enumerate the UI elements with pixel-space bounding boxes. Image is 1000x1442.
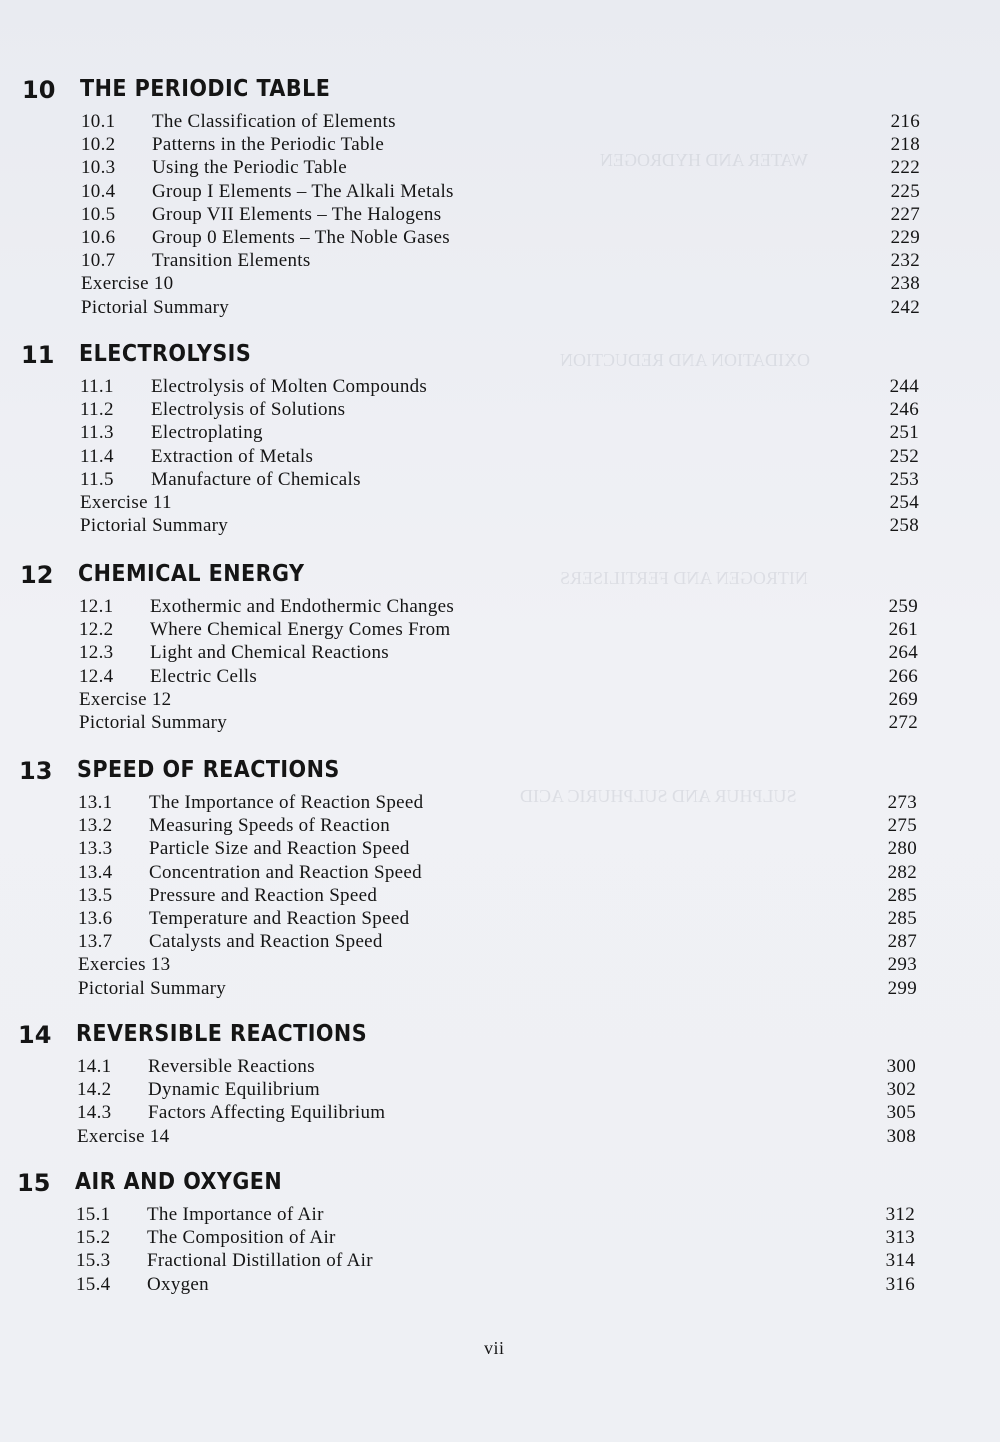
toc-entry: [0, 1101, 996, 1124]
show-through-text: WATER AND HYDROGEN: [600, 150, 808, 170]
section-title: Light and Chemical Reactions: [150, 642, 389, 664]
chapter-number: 11: [21, 341, 55, 369]
toc-entry: [0, 1249, 995, 1272]
toc-entry: [0, 203, 1000, 226]
extra-title: Exercise 14: [77, 1125, 170, 1147]
section-number: 10.1: [81, 111, 116, 132]
page-number: 246: [889, 399, 919, 421]
section-title: Manufacture of Chemicals: [151, 468, 361, 490]
section-title: Concentration and Reaction Speed: [149, 861, 422, 883]
toc-extra-entry: [0, 272, 1000, 295]
page-number: 258: [889, 515, 919, 537]
page-number: 313: [885, 1227, 915, 1249]
show-through-text: SULPHUR AND SULPHURIC ACID: [520, 786, 797, 806]
page-number: 266: [888, 665, 918, 687]
page-number: 305: [886, 1102, 916, 1124]
page-number: 285: [887, 884, 917, 906]
section-number: 13.2: [78, 815, 113, 837]
section-title: Temperature and Reaction Speed: [149, 907, 410, 929]
toc-extra-entry: [0, 1125, 996, 1148]
chapter-number: 13: [19, 757, 53, 785]
chapter-heading: [0, 76, 1000, 110]
chapter-15: [0, 1169, 995, 1296]
toc-entry: [0, 180, 1000, 203]
section-number: 14.1: [77, 1056, 112, 1077]
section-title: Pressure and Reaction Speed: [149, 884, 378, 906]
section-number: 12.3: [79, 642, 114, 664]
page-number: 216: [890, 111, 920, 132]
page-number: 280: [887, 838, 917, 860]
chapter-heading: [0, 1021, 996, 1055]
section-title: The Importance of Air: [147, 1204, 324, 1225]
section-number: 11.5: [80, 468, 114, 490]
section-title: Particle Size and Reaction Speed: [149, 838, 410, 860]
extra-title: Exercise 11: [80, 491, 172, 513]
page-number: 264: [888, 642, 918, 664]
toc-entry: [0, 110, 1000, 133]
page-number: 238: [890, 273, 920, 295]
section-number: 14.3: [77, 1102, 112, 1124]
page-number: 272: [888, 711, 918, 733]
chapter-12: [0, 561, 998, 734]
page-number: 242: [890, 296, 920, 318]
page-number: 275: [887, 815, 917, 837]
section-number: 12.2: [79, 619, 114, 641]
page-number: 251: [889, 422, 919, 444]
chapter-13: [0, 757, 997, 1000]
section-title: Patterns in the Periodic Table: [152, 134, 385, 156]
section-number: 14.2: [77, 1079, 112, 1101]
page-number: 229: [890, 226, 920, 248]
chapter-heading: [0, 757, 997, 791]
section-number: 10.4: [81, 180, 116, 202]
toc-entry: [0, 837, 997, 860]
chapter-heading: [0, 1169, 995, 1203]
toc-extra-entry: [0, 296, 1000, 319]
toc-entry: [0, 907, 997, 930]
section-title: Measuring Speeds of Reaction: [149, 815, 391, 837]
section-title: Factors Affecting Equilibrium: [148, 1102, 386, 1124]
chapter-title: AIR AND OXYGEN: [75, 1169, 283, 1195]
toc-entry: [0, 861, 997, 884]
toc-entry: [0, 445, 999, 468]
chapter-number: 12: [20, 561, 54, 589]
section-number: 10.2: [81, 134, 116, 156]
extra-title: Pictorial Summary: [79, 711, 228, 733]
section-number: 10.6: [81, 226, 116, 248]
page-number: 282: [887, 861, 917, 883]
chapter-11: [0, 341, 999, 537]
toc-extra-entry: [0, 688, 998, 711]
page-number: 227: [890, 203, 920, 225]
page-number: 244: [889, 376, 919, 397]
toc-entry: [0, 814, 997, 837]
toc-entry: [0, 595, 998, 618]
section-title: Catalysts and Reaction Speed: [149, 931, 383, 953]
page-number: 293: [887, 954, 917, 976]
toc-extra-entry: [0, 977, 997, 1000]
chapter-14: [0, 1021, 996, 1148]
section-title: Electrolysis of Molten Compounds: [151, 376, 428, 397]
section-title: Electrolysis of Solutions: [151, 399, 346, 421]
section-number: 10.3: [81, 157, 116, 179]
chapter-title: ELECTROLYSIS: [79, 341, 252, 367]
section-title: Group I Elements – The Alkali Metals: [152, 180, 454, 202]
page-number: 302: [886, 1079, 916, 1101]
toc-entry: [0, 468, 999, 491]
toc-entry: [0, 375, 999, 398]
chapter-number: 10: [22, 76, 56, 104]
section-title: Reversible Reactions: [148, 1056, 315, 1077]
page-number: 308: [886, 1125, 916, 1147]
section-title: Dynamic Equilibrium: [148, 1079, 320, 1101]
section-number: 13.4: [78, 861, 113, 883]
section-title: Exothermic and Endothermic Changes: [150, 596, 455, 617]
chapter-10: [0, 76, 1000, 319]
toc-entry: [0, 618, 998, 641]
chapter-title: SPEED OF REACTIONS: [77, 757, 340, 783]
page-number: 273: [887, 792, 917, 813]
section-number: 12.4: [79, 665, 114, 687]
toc-extra-entry: [0, 953, 997, 976]
show-through-text: NITROGEN AND FERTILISERS: [560, 568, 808, 588]
page-number: 312: [885, 1204, 915, 1225]
chapter-title: CHEMICAL ENERGY: [78, 561, 305, 587]
toc-entry: [0, 791, 997, 814]
toc-entry: [0, 1078, 996, 1101]
toc-entry: [0, 226, 1000, 249]
page-number: 253: [889, 468, 919, 490]
section-number: 11.4: [80, 445, 114, 467]
toc-extra-entry: [0, 491, 999, 514]
toc-entry: [0, 884, 997, 907]
section-number: 15.1: [76, 1204, 111, 1225]
section-number: 13.7: [78, 931, 113, 953]
section-title: Where Chemical Energy Comes From: [150, 619, 451, 641]
section-number: 10.5: [81, 203, 116, 225]
page-number: 259: [888, 596, 918, 617]
page-number: 314: [885, 1250, 915, 1272]
chapter-number: 15: [17, 1169, 51, 1197]
toc-entry: [0, 249, 1000, 272]
extra-title: Pictorial Summary: [80, 515, 229, 537]
section-number: 15.2: [76, 1227, 111, 1249]
chapter-title: REVERSIBLE REACTIONS: [76, 1021, 368, 1047]
section-number: 13.6: [78, 907, 113, 929]
section-title: Extraction of Metals: [151, 445, 314, 467]
page-number: 218: [890, 134, 920, 156]
page-number: 252: [889, 445, 919, 467]
toc-extra-entry: [0, 711, 998, 734]
section-title: Fractional Distillation of Air: [147, 1250, 373, 1272]
toc-entry: [0, 641, 998, 664]
section-title: Electroplating: [151, 422, 263, 444]
section-number: 13.1: [78, 792, 113, 813]
section-title: Transition Elements: [152, 250, 311, 272]
chapter-title: THE PERIODIC TABLE: [80, 76, 331, 102]
section-title: Group 0 Elements – The Noble Gases: [152, 226, 450, 248]
extra-title: Pictorial Summary: [81, 296, 230, 318]
extra-title: Exercise 10: [81, 273, 174, 295]
toc-entry: [0, 1273, 995, 1296]
toc-entry: [0, 1055, 996, 1078]
toc-entry: [0, 1203, 995, 1226]
section-number: 10.7: [81, 250, 116, 272]
section-title: The Classification of Elements: [152, 111, 396, 132]
section-title: Using the Periodic Table: [152, 157, 347, 179]
chapter-heading: [0, 561, 998, 595]
toc-entry: [0, 133, 1000, 156]
section-title: Oxygen: [147, 1273, 209, 1295]
page-number: 225: [890, 180, 920, 202]
section-number: 15.4: [76, 1273, 111, 1295]
page-number: 254: [889, 491, 919, 513]
page-number: 285: [887, 907, 917, 929]
toc-entry: [0, 398, 999, 421]
toc-entry: [0, 1226, 995, 1249]
page-number: 316: [885, 1273, 915, 1295]
page-number: 300: [886, 1056, 916, 1077]
extra-title: Exercise 12: [79, 688, 172, 710]
toc-entry: [0, 156, 1000, 179]
extra-title: Pictorial Summary: [78, 977, 227, 999]
section-number: 11.2: [80, 399, 114, 421]
toc-entry: [0, 665, 998, 688]
section-number: 11.3: [80, 422, 114, 444]
section-title: The Importance of Reaction Speed: [149, 792, 424, 813]
toc-extra-entry: [0, 514, 999, 537]
page-number: 261: [888, 619, 918, 641]
toc-entry: [0, 421, 999, 444]
extra-title: Exercies 13: [78, 954, 171, 976]
show-through-text: OXIDATION AND REDUCTION: [560, 350, 810, 370]
page-number-footer: vii: [484, 1338, 505, 1358]
page-number: 232: [890, 250, 920, 272]
section-title: Group VII Elements – The Halogens: [152, 203, 442, 225]
section-number: 12.1: [79, 596, 114, 617]
page-number: 222: [890, 157, 920, 179]
page-number: 287: [887, 931, 917, 953]
chapter-number: 14: [18, 1021, 52, 1049]
section-number: 13.3: [78, 838, 113, 860]
page-number: 269: [888, 688, 918, 710]
section-number: 13.5: [78, 884, 113, 906]
section-title: Electric Cells: [150, 665, 258, 687]
section-title: The Composition of Air: [147, 1227, 336, 1249]
toc-entry: [0, 930, 997, 953]
section-number: 15.3: [76, 1250, 111, 1272]
chapter-heading: [0, 341, 999, 375]
page-number: 299: [887, 977, 917, 999]
section-number: 11.1: [80, 376, 114, 397]
